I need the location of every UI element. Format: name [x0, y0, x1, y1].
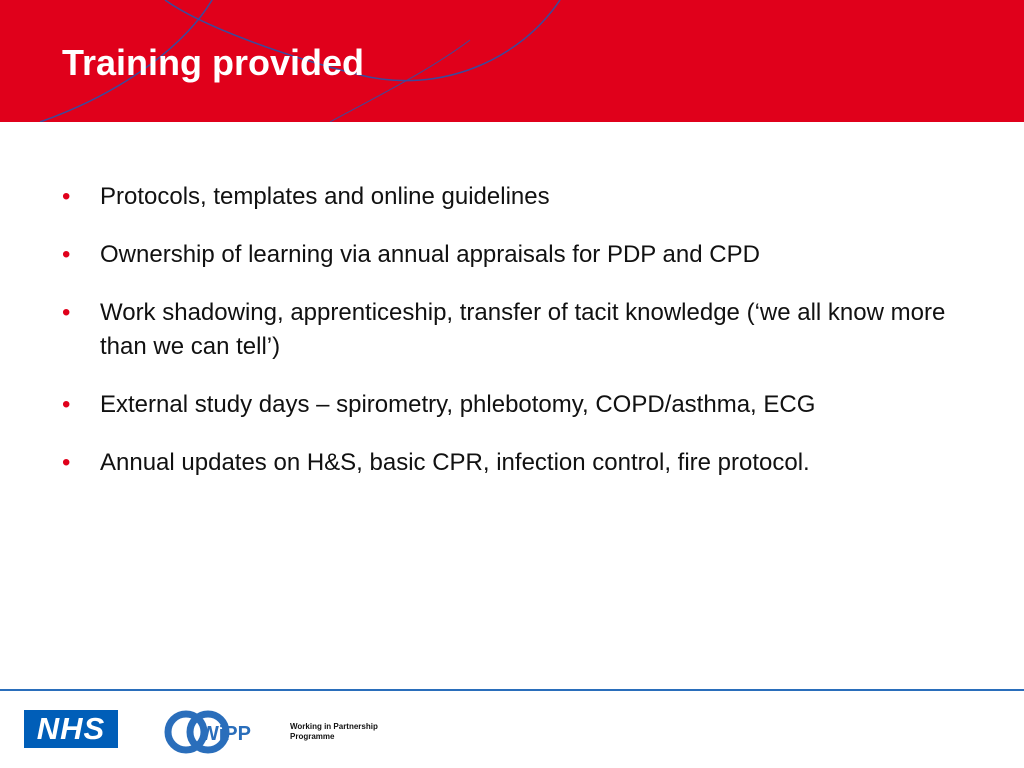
bullet-marker: •	[62, 299, 71, 326]
wipp-logo-text: WiPP	[200, 723, 251, 745]
bullet-marker: •	[62, 241, 71, 268]
slide-header	[0, 0, 1024, 122]
wipp-logo-icon	[164, 702, 284, 762]
footer-divider	[0, 689, 1024, 691]
bullet-text: Ownership of learning via annual appraisals for PDP and CPD	[100, 241, 760, 268]
bullet-item	[62, 238, 982, 272]
bullet-marker: •	[62, 449, 71, 476]
bullet-item	[62, 446, 982, 480]
slide-title: Training provided	[62, 42, 365, 83]
bullet-text: External study days – spirometry, phlebotomy, COPD/asthma, ECG	[100, 391, 816, 418]
bullet-item	[62, 180, 982, 214]
bullet-item	[62, 388, 982, 422]
wipp-tagline	[290, 722, 400, 742]
bullet-list	[62, 180, 982, 504]
bullet-marker: •	[62, 183, 71, 210]
bullet-text: Protocols, templates and online guidelines	[100, 183, 550, 210]
bullet-item	[62, 296, 982, 364]
nhs-logo: NHS	[24, 710, 118, 748]
wipp-tagline-line1: Working in Partnership	[290, 722, 378, 731]
bullet-marker: •	[62, 391, 71, 418]
wipp-tagline-line2: Programme	[290, 732, 335, 741]
bullet-text: Work shadowing, apprenticeship, transfer of tacit knowledge (‘we all know more than we can tell’)	[100, 299, 946, 360]
bullet-text: Annual updates on H&S, basic CPR, infection control, fire protocol.	[100, 449, 810, 476]
